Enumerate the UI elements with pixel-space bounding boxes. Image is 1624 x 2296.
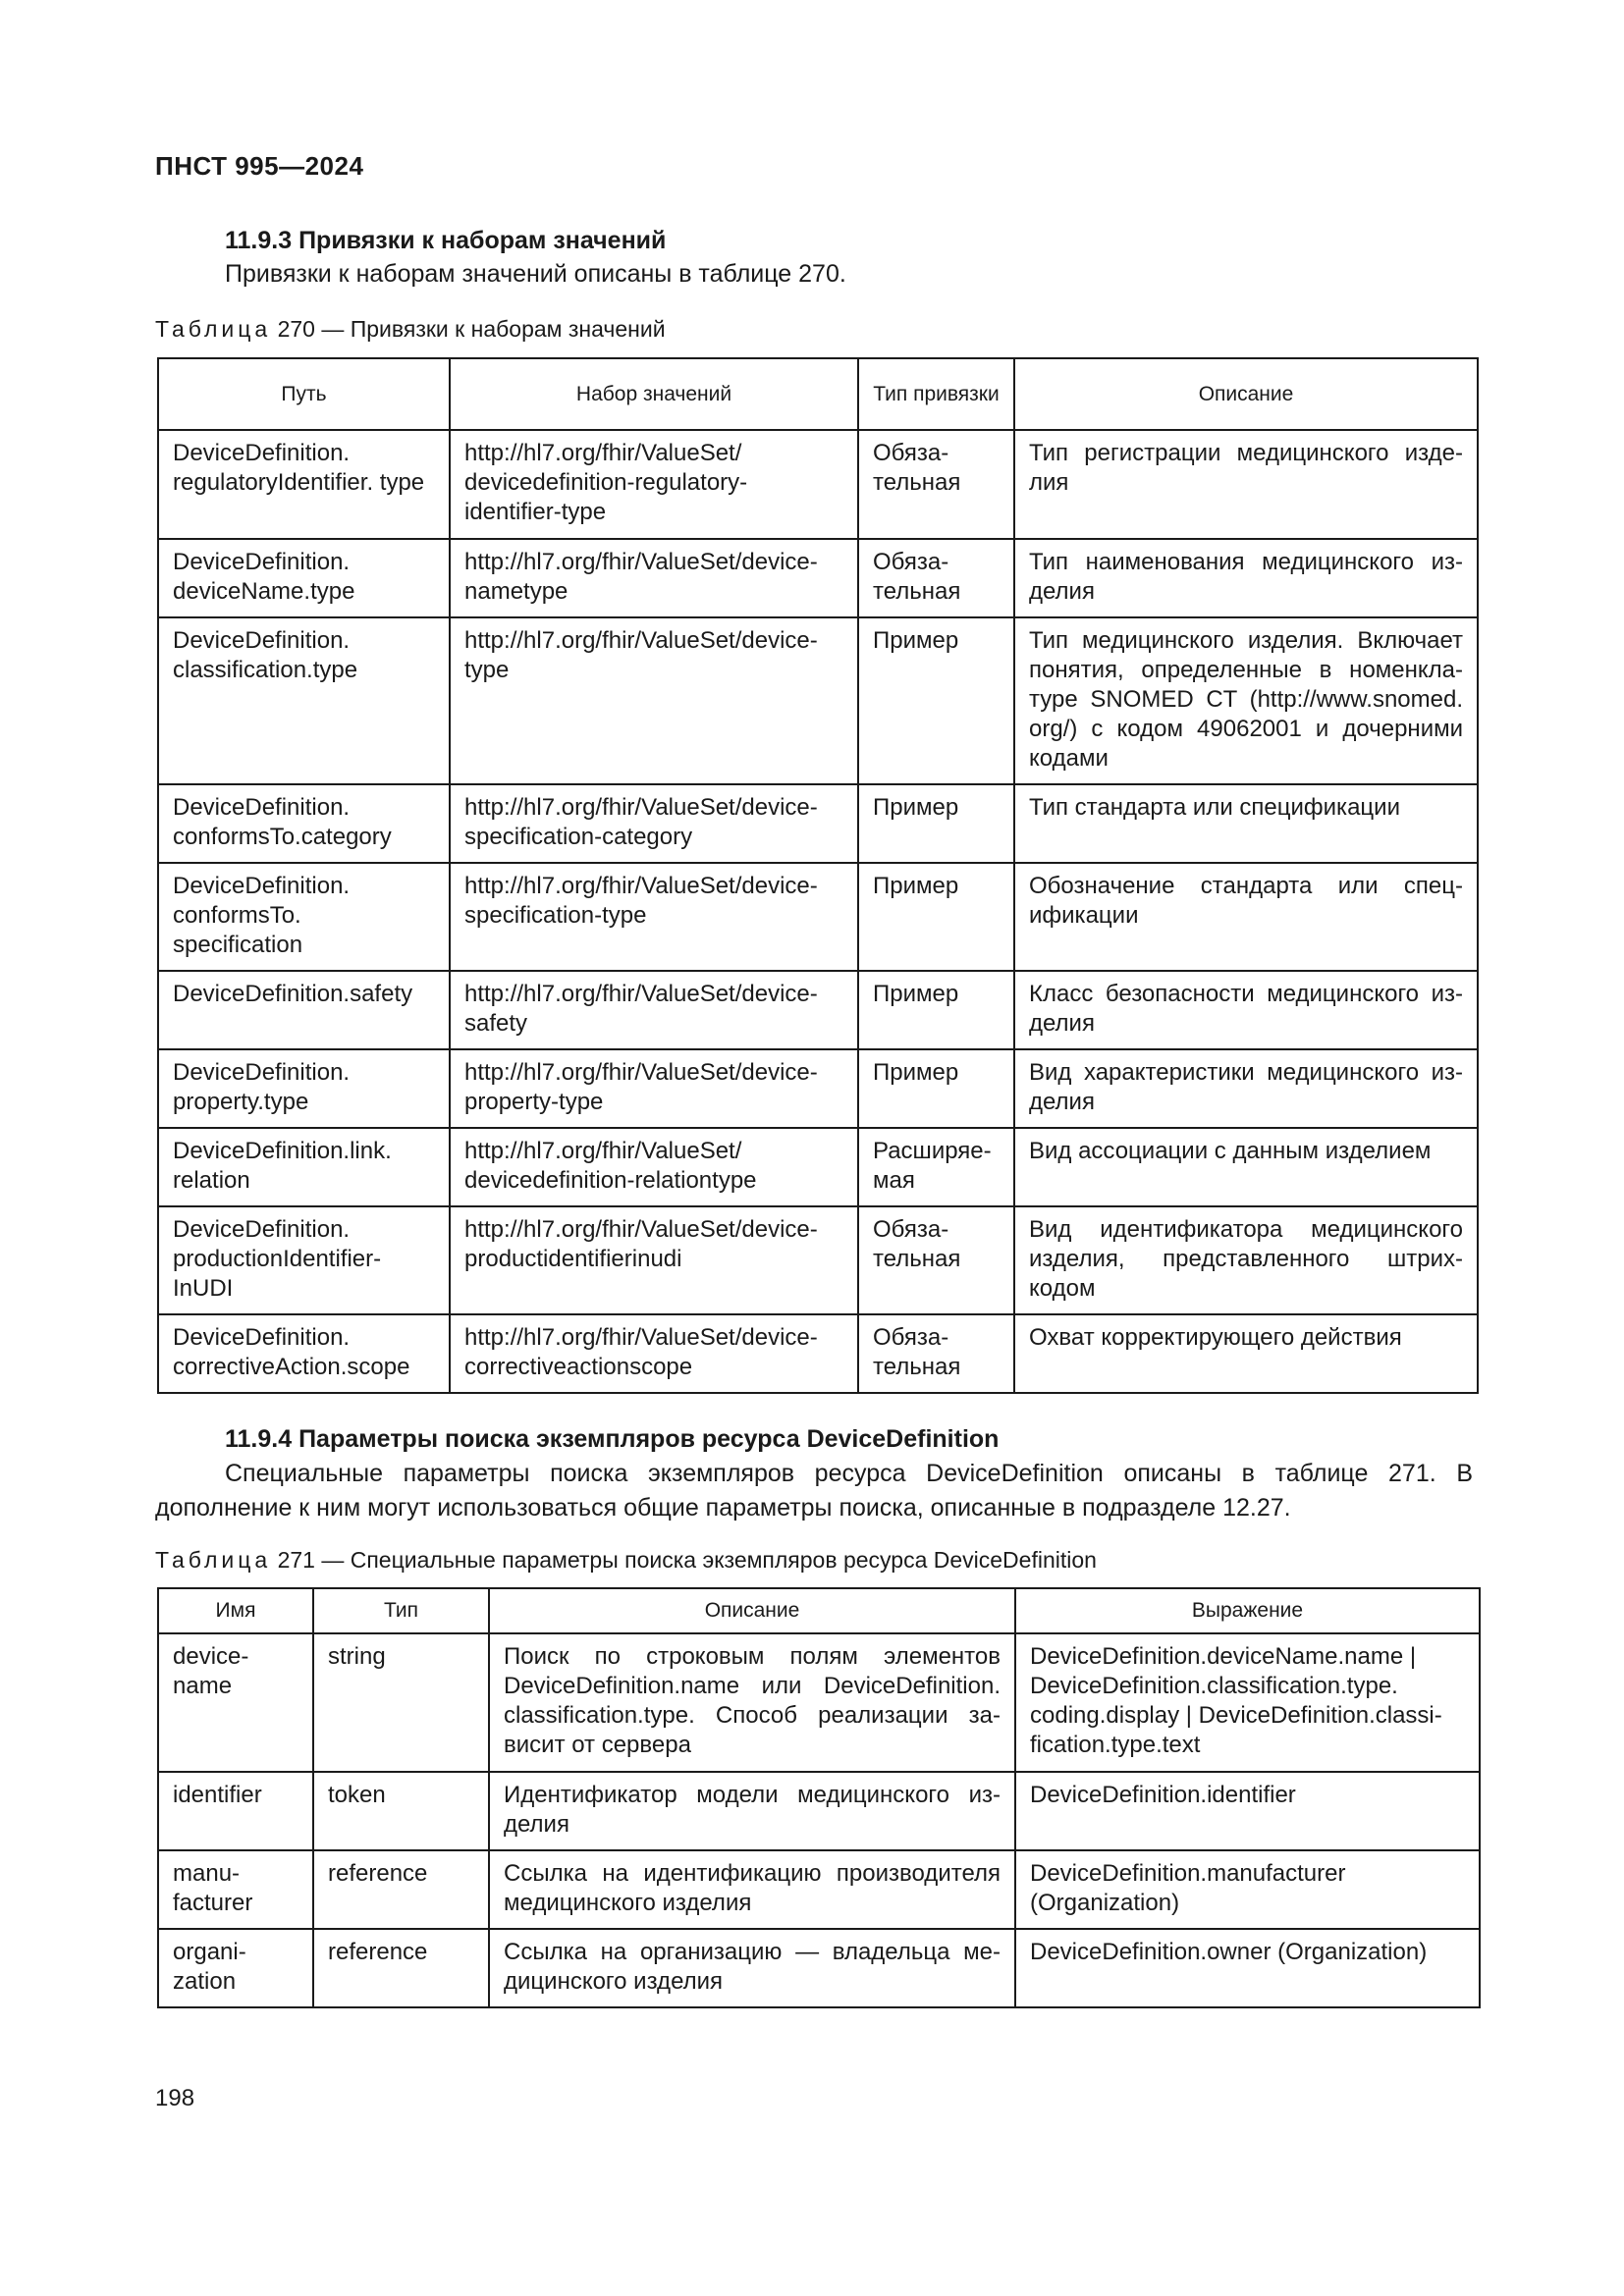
table-row xyxy=(158,1049,1478,1128)
cell-path: DeviceDefinition.link. relation xyxy=(158,1128,450,1206)
cell-path: DeviceDefinition. deviceName.type xyxy=(158,539,450,617)
cell-type: reference xyxy=(313,1850,489,1929)
table-271-caption-label: Таблица xyxy=(155,1547,272,1573)
cell-binding: Пример xyxy=(858,1049,1014,1128)
section-11-9-3-sentence: Привязки к наборам значений описаны в таблице 270. xyxy=(225,260,846,288)
cell-description: Вид характеристики медицинского из- делия xyxy=(1014,1049,1478,1128)
table-row xyxy=(158,1850,1480,1929)
cell-description: Обозначение стандарта или спец- ификации xyxy=(1014,863,1478,971)
cell-path: DeviceDefinition. correctiveAction.scope xyxy=(158,1314,450,1393)
column-header-binding: Тип привязки xyxy=(858,358,1014,430)
cell-description: Тип регистрации медицинского изде- лия xyxy=(1014,430,1478,539)
cell-valueset: http://hl7.org/fhir/ValueSet/device- productidentifierinudi xyxy=(450,1206,858,1314)
cell-valueset: http://hl7.org/fhir/ValueSet/device- safety xyxy=(450,971,858,1049)
table-row xyxy=(158,430,1478,539)
table-270-value-set-bindings xyxy=(157,357,1479,1394)
cell-name: device- name xyxy=(158,1633,313,1772)
table-row xyxy=(158,971,1478,1049)
cell-name: manu- facturer xyxy=(158,1850,313,1929)
cell-binding: Пример xyxy=(858,617,1014,784)
table-row xyxy=(158,1633,1480,1772)
table-270-caption xyxy=(155,316,666,343)
cell-binding: Пример xyxy=(858,784,1014,863)
column-header-valueset: Набор значений xyxy=(450,358,858,430)
table-row xyxy=(158,539,1478,617)
cell-valueset: http://hl7.org/fhir/ValueSet/device- specification-category xyxy=(450,784,858,863)
cell-description: Поиск по строковым полям элементов DeviceDefinition.name или DeviceDefinition. classification.type. Способ реализации за- висит от сервера xyxy=(489,1633,1015,1772)
cell-description: Вид идентификатора медицинского изделия, представленного штрих- кодом xyxy=(1014,1206,1478,1314)
section-heading-11-9-4: 11.9.4 Параметры поиска экземпляров ресурса DeviceDefinition xyxy=(225,1425,1000,1453)
section-11-9-4-text xyxy=(155,1457,1473,1525)
cell-valueset: http://hl7.org/fhir/ValueSet/ devicedefinition-regulatory- identifier-type xyxy=(450,430,858,539)
column-header-description: Описание xyxy=(1014,358,1478,430)
column-header-expression: Выражение xyxy=(1015,1588,1480,1633)
cell-path: DeviceDefinition. property.type xyxy=(158,1049,450,1128)
cell-path: DeviceDefinition. productionIdentifier- InUDI xyxy=(158,1206,450,1314)
cell-expression: DeviceDefinition.identifier xyxy=(1015,1772,1480,1850)
cell-binding: Пример xyxy=(858,863,1014,971)
table-271-search-parameters xyxy=(157,1587,1481,2008)
table-row xyxy=(158,1206,1478,1314)
table-271-caption-text: 271 — Специальные параметры поиска экземпляров ресурса DeviceDefinition xyxy=(271,1547,1097,1573)
section-heading-11-9-3: 11.9.3 Привязки к наборам значений xyxy=(225,227,667,254)
table-row xyxy=(158,1314,1478,1393)
document-code-header: ПНСТ 995—2024 xyxy=(155,151,364,181)
column-header-name: Имя xyxy=(158,1588,313,1633)
cell-type: token xyxy=(313,1772,489,1850)
cell-name: organi- zation xyxy=(158,1929,313,2007)
table-row xyxy=(158,863,1478,971)
table-row xyxy=(158,1772,1480,1850)
section-11-9-3-text xyxy=(155,257,1473,292)
cell-name: identifier xyxy=(158,1772,313,1850)
cell-binding: Обяза- тельная xyxy=(858,1206,1014,1314)
column-header-type: Тип xyxy=(313,1588,489,1633)
cell-valueset: http://hl7.org/fhir/ValueSet/device- property-type xyxy=(450,1049,858,1128)
cell-expression: DeviceDefinition.manufacturer (Organization) xyxy=(1015,1850,1480,1929)
cell-valueset: http://hl7.org/fhir/ValueSet/device- specification-type xyxy=(450,863,858,971)
cell-path: DeviceDefinition. conformsTo.category xyxy=(158,784,450,863)
cell-valueset: http://hl7.org/fhir/ValueSet/ devicedefinition-relationtype xyxy=(450,1128,858,1206)
cell-description: Ссылка на организацию — владельца ме- дицинского изделия xyxy=(489,1929,1015,2007)
cell-path: DeviceDefinition. classification.type xyxy=(158,617,450,784)
cell-description: Тип медицинского изделия. Включает понятия, определенные в номенкла- туре SNOMED CT (http://www.snomed. org/) с кодом 49062001 и дочерними кодами xyxy=(1014,617,1478,784)
cell-type: string xyxy=(313,1633,489,1772)
table-270-caption-text: 270 — Привязки к наборам значений xyxy=(271,316,666,342)
table-270-caption-label: Таблица xyxy=(155,316,272,342)
cell-binding: Обяза- тельная xyxy=(858,539,1014,617)
table-row xyxy=(158,617,1478,784)
column-header-description: Описание xyxy=(489,1588,1015,1633)
cell-valueset: http://hl7.org/fhir/ValueSet/device- type xyxy=(450,617,858,784)
table-row xyxy=(158,784,1478,863)
cell-description: Идентификатор модели медицинского из- делия xyxy=(489,1772,1015,1850)
column-header-path: Путь xyxy=(158,358,450,430)
cell-type: reference xyxy=(313,1929,489,2007)
cell-binding: Обяза- тельная xyxy=(858,1314,1014,1393)
cell-binding: Обяза- тельная xyxy=(858,430,1014,539)
cell-path: DeviceDefinition.safety xyxy=(158,971,450,1049)
cell-path: DeviceDefinition. regulatoryIdentifier. type xyxy=(158,430,450,539)
cell-description: Тип наименования медицинского из- делия xyxy=(1014,539,1478,617)
table-row xyxy=(158,1929,1480,2007)
cell-path: DeviceDefinition. conformsTo. specification xyxy=(158,863,450,971)
cell-description: Класс безопасности медицинского из- делия xyxy=(1014,971,1478,1049)
cell-binding: Пример xyxy=(858,971,1014,1049)
cell-description: Тип стандарта или спецификации xyxy=(1014,784,1478,863)
cell-valueset: http://hl7.org/fhir/ValueSet/device- nametype xyxy=(450,539,858,617)
cell-description: Вид ассоциации с данным изделием xyxy=(1014,1128,1478,1206)
table-271-caption xyxy=(155,1547,1097,1574)
section-11-9-4-sentence: Специальные параметры поиска экземпляров ресурса DeviceDefinition описаны в таблице 271. В дополнение к ним могут использоваться общие параметры поиска, описанные в подразделе 12.27. xyxy=(155,1460,1473,1522)
cell-expression: DeviceDefinition.owner (Organization) xyxy=(1015,1929,1480,2007)
table-row xyxy=(158,1128,1478,1206)
page-number: 198 xyxy=(155,2085,195,2111)
cell-binding: Расширяе- мая xyxy=(858,1128,1014,1206)
cell-description: Ссылка на идентификацию производителя медицинского изделия xyxy=(489,1850,1015,1929)
table-header-row xyxy=(158,358,1478,430)
table-header-row xyxy=(158,1588,1480,1633)
cell-description: Охват корректирующего действия xyxy=(1014,1314,1478,1393)
cell-expression: DeviceDefinition.deviceName.name | DeviceDefinition.classification.type. coding.display | DeviceDefinition.classi- fication.type.text xyxy=(1015,1633,1480,1772)
cell-valueset: http://hl7.org/fhir/ValueSet/device- correctiveactionscope xyxy=(450,1314,858,1393)
